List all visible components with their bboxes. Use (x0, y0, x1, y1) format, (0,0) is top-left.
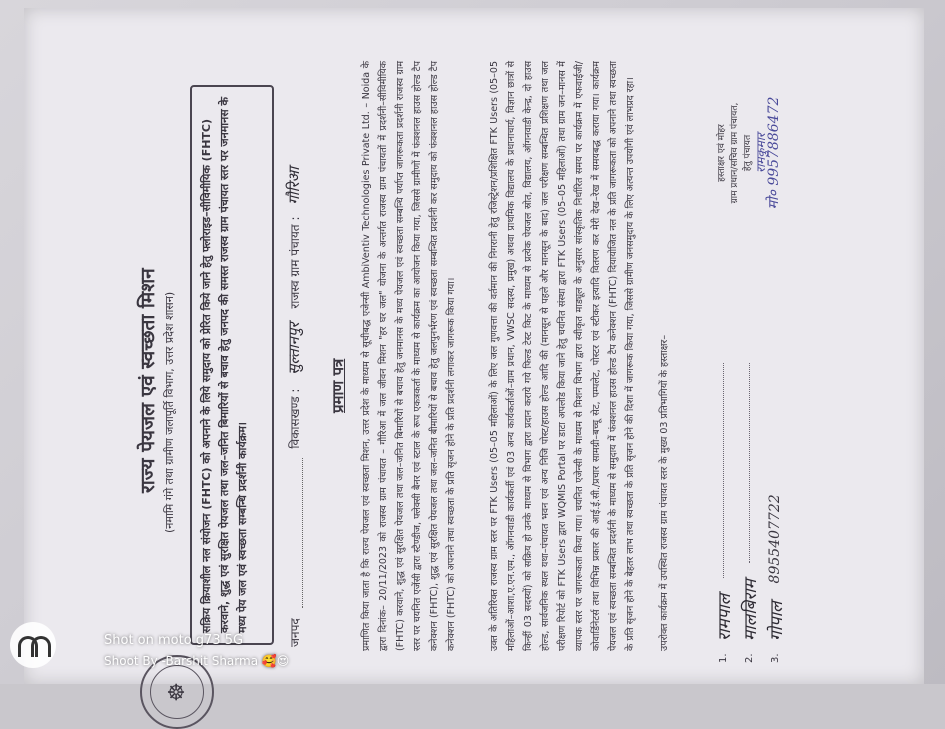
gp-value: गौरिआ (285, 166, 303, 205)
paragraph-1: प्रमाणित किया जाता है कि राज्य पेयजल एवं स्वच्छता मिशन, उत्तर प्रदेश के माध्यम से सूचीबद्ध एजेन्सी AmbiVentiv Technologies Private Ltd. – Noida के द्वारा दिनांक– 20/11/2023 को राजस्व ग्राम पंचायत – गौरिआ में जल जीवन मिशन "हर घर जल" योजना के अन्तर्गत राजस्व ग्राम पंचायतों में प्रदर्शनी–सीविमीयिक (FHTC) करवाने, शुद्ध एवं सुरक्षित पेयजल तथा जल–जनित बिमारियों से बचाव हेतु जनमानस के मध्य पेयजल एवं स्वच्छता सम्बन्धि पर्याप्त जागरूकता प्रदर्शनी राजस्व ग्राम स्तर पर चयनित एजेंसी द्वारा स्टैण्डीज, फ्लेक्सी बैनर एवं स्टाल के रूप एकत्रकर्ता के माध्यम से कार्यक्रम का आयोजन किया गया, जिससे ग्रामीणों में फंक्शनल हाउस होल्ड टैप कनेक्शन (FHTC), शुद्ध एवं सुरक्षित पेयजल तथा जल–जनित बीमारियों से बचाव हेतु जलपुनर्भरण एवं स्वच्छता सम्बन्धित प्रदर्शनी कर समुदाय को फंक्शनल हाउस होल्ड टैप कनेक्शन (FHTC) को अपनाने तथा स्वच्छता के प्रति सृजन होने के प्रति प्रदर्शनी लगाकर जागरूक किया गया। (361, 61, 457, 651)
certificate-title: प्रमाण पत्र (329, 358, 347, 413)
paragraph-3: उपरोक्त कार्यक्रम में उपस्थित राजस्व ग्राम पंचायत स्तर के मुख्य 03 प्रतिभागियों के हस्ताक्षर– (659, 334, 670, 651)
stamp-name: रामकुमार (754, 133, 768, 173)
signatory-name: रामपाल (714, 593, 735, 641)
block-value: सुल्तानपुर (285, 322, 303, 375)
signatory-num: 2. (743, 653, 755, 663)
signatory-list (710, 363, 788, 663)
signatory-row (710, 363, 736, 663)
watermark-line-2: Shoot By -Barshit Sharma 🥰😍 (104, 654, 290, 668)
sign-sub: ग्राम प्रधान/सचिव ग्राम पंचायत, (730, 102, 740, 204)
block-label: विकासखण्ड : (288, 388, 302, 449)
gp-label: राजस्व ग्राम पंचायत : (288, 216, 302, 309)
signatory-num: 1. (717, 653, 729, 663)
sign-block (716, 63, 781, 243)
rotated-document (96, 43, 876, 702)
subject-box: सक्रिय क्रियाशील नल संयोजन (FHTC) को अपनाने के लिये समुदाय को प्रेरित किये जाने हेतु फ्लोराइड–सीविमीयिक (FHTC) करवाने, शुद्ध एवं सुरक्षित पेयजल तथा जल–जनित बिमारियों से बचाव हेतु जनपद की समस्त राजस्व ग्राम पंचायत स्तर पर जनमानस के मध्य पेय जल एवं स्वच्छता सम्बन्धि प्रदर्शनी कार्यक्रम। (190, 85, 274, 645)
signature-line (749, 363, 750, 563)
phone-left: 8955407722 (767, 494, 783, 584)
signatory-row (736, 363, 762, 663)
paragraph-2: उक्त के अतिरिक्त राजस्व ग्राम स्तर पर FTK Users (05–05 महिलाओं) के लिए जल गुणवत्ता की वर्तमान की निगरानी हेतु रजिस्ट्रेशन/प्रशिक्षित FTK Users (05–05 महिलाओं–आशा,ए.एन.एम., ऑगनवाडी कार्यकर्ती एवं 03 अन्य कार्यकर्ताओं–ग्राम प्रधान, VWSC सदस्य, प्रमुख) अथवा प्राथमिक विद्यालय के प्रधानाचार्य, विज्ञान छात्रों से किन्हीं 03 सदस्यों) को सक्रिय हो उनके माध्यम से विभाग द्वारा प्रदान कराये गये फिल्ड टेस्ट किट के माध्यम से प्रत्येक पेयजल स्रोत, विद्यालय, ऑगनवाडी केन्द्र, दो हाउस होल्ड, सार्वजनिक स्थल यथा–पंचायत भवन एवं अन्य निजि पोस्ट/हाउस होल्ड आदि की (मानसून से पहले और मानसून के बाद) जल परीक्षण सम्बन्धित प्रशिक्षण तथा जल परीक्षण रिपोर्ट को FTK Users द्वारा WQMIS Portal पर डाटा अपलोड किया जाने हेतु चयनित संस्था द्वारा FTK Users (05–05 महिलाओं) तथा ग्राम जन–मानस में व्यापक स्तर पर जागरूकता किया गया। चयनित एजेन्सी के माध्यम से मिशन विभाग द्वारा स्वीकृत माड्यूल के अनुसार सांस्कृतिक निर्धारित समय पर कार्यक्रम में एफवाईजी/कोवार्डिनेटर्स तथा विभिन्न प्रकार की आई.ई.सी./प्रचार सामग्री–बच्चू सेट, पम्पलेट, पोस्टर एवं स्टीकर इत्यादि वितरण कर मेरी देख–रेख में समयबद्ध कराया गया। कार्यक्रम पेयजल एवं स्वच्छता सम्बन्धित प्रदर्शनी के माध्यम से समुदाय में फंक्शनल हाउस होल्ड टैप कनेक्शन (FHTC) दियायोजित नल के प्रति जागरूकता को अपनाने तथा स्वच्छता के प्रति सृजन होने के बेहतर लाभ तथा स्वच्छता के प्रति सृजन होने की दिशा में जागरूक किया गया, जिससे ग्रामीण जनसमुदाय के लिए अत्यन्त उपयोगी एवं लाभप्रद रहा। (489, 61, 636, 651)
watermark-line-1: Shot on moto g73 5G (104, 633, 244, 648)
org-subtitle: (नमामि गंगे तथा ग्रामीण जलापूर्ति विभाग, उत्तर प्रदेश शासन) (163, 291, 176, 533)
org-title: राज्य पेयजल एवं स्वच्छता मिशन (137, 268, 159, 493)
emblem-inner: ☸ (150, 665, 204, 719)
signature-line (723, 363, 724, 578)
sign-sub2: हेतु पंचायत (743, 134, 753, 172)
sign-label: हस्ताक्षर एवं मोहर (717, 124, 727, 182)
signatory-num: 3. (769, 653, 781, 663)
signatory-row (762, 363, 788, 663)
location-fields (284, 67, 304, 647)
phone-right: मो० 9957886472 (766, 96, 782, 210)
paper-sheet (24, 8, 924, 702)
janpad-label: जनपद (288, 618, 302, 647)
motorola-logo-icon (10, 622, 56, 668)
janpad-blank (288, 458, 303, 608)
signatory-name: मालबिराम (740, 579, 761, 641)
signatory-name: गोपाल (766, 601, 787, 641)
